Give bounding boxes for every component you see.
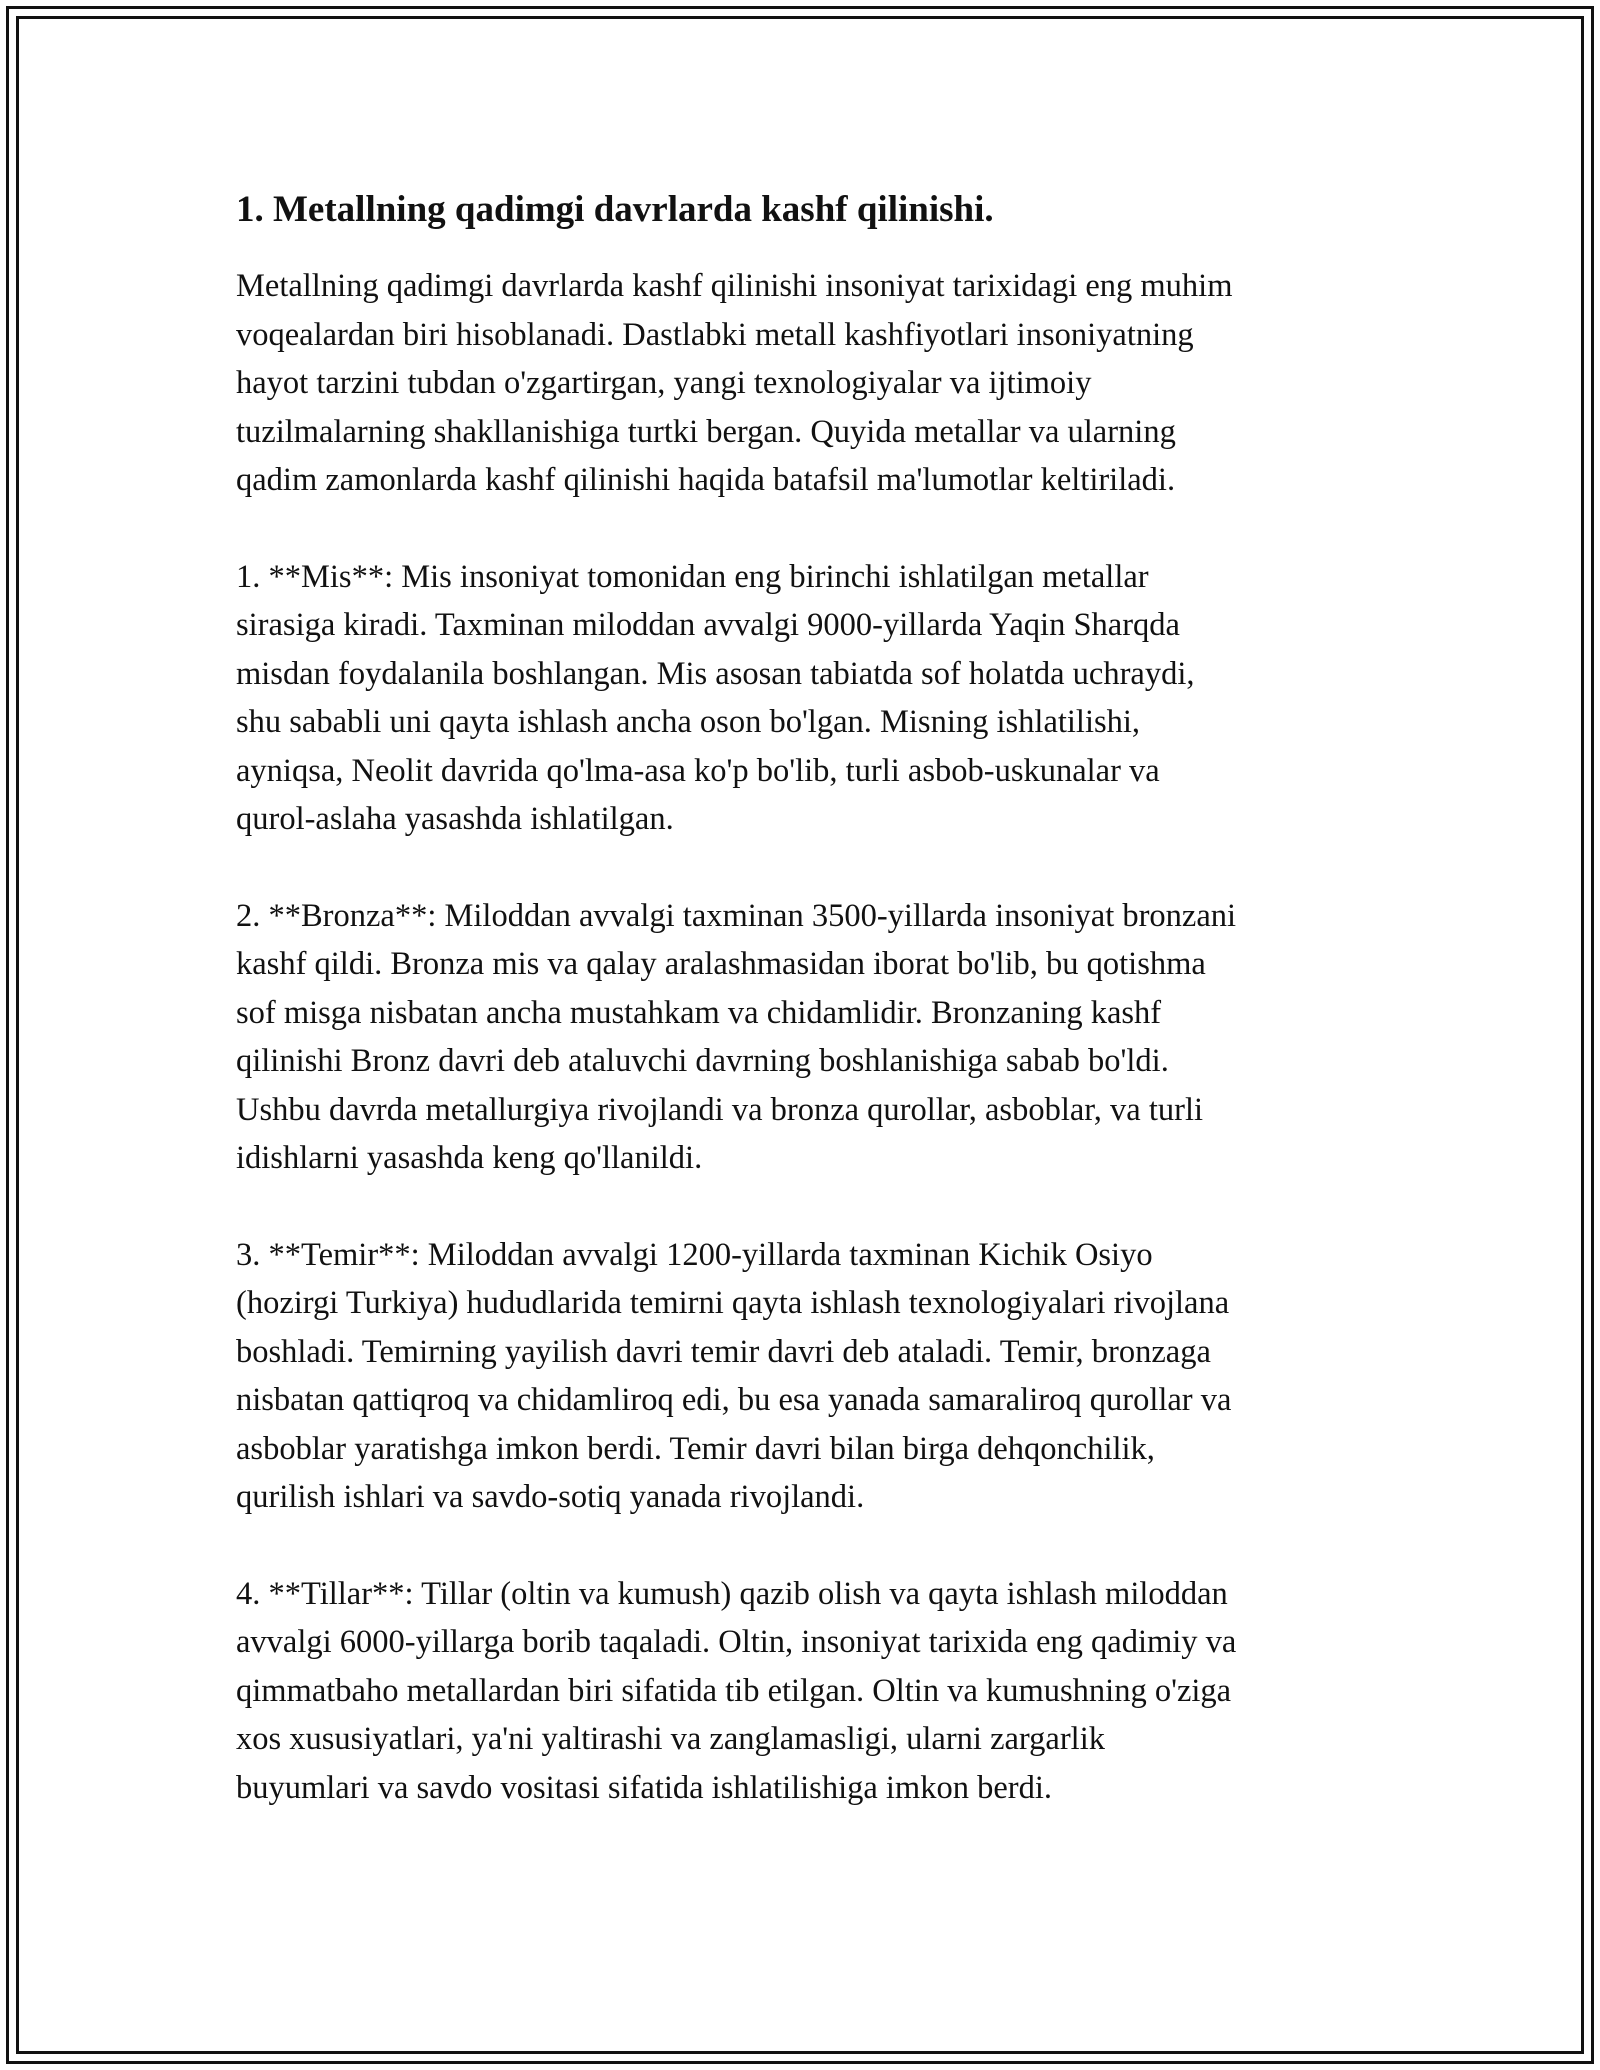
paragraph-line: shu sababli uni qayta ishlash ancha oson bo'lgan. Misning ishlatilishi, [236,704,1141,741]
bronze-paragraph [236,892,1406,1183]
paragraph-line: nisbatan qattiqroq va chidamliroq edi, bu esa yanada samaraliroq qurollar va [236,1382,1232,1419]
paragraph-line: Ushbu davrda metallurgiya rivojlandi va bronza qurollar, asboblar, va turli [236,1091,1204,1128]
paragraph-line: sirasiga kiradi. Taxminan miloddan avvalgi 9000-yillarda Yaqin Sharqda [236,607,1180,644]
paragraph-line: asboblar yaratishga imkon berdi. Temir davri bilan birga dehqonchilik, [236,1430,1155,1467]
copper-paragraph [236,553,1406,844]
paragraph-line: 2. **Bronza**: Miloddan avvalgi taxminan 3500-yillarda insoniyat bronzani [236,897,1237,934]
paragraph-line: Metallning qadimgi davrlarda kashf qilinishi insoniyat tarixidagi eng muhim [236,268,1233,305]
paragraph-line: hayot tarzini tubdan o'zgartirgan, yangi texnologiyalar va ijtimoiy [236,365,1092,402]
paragraph-line: kashf qildi. Bronza mis va qalay aralashmasidan iborat bo'lib, bu qotishma [236,946,1206,983]
paragraph-line: buyumlari va savdo vositasi sifatida ishlatilishiga imkon berdi. [236,1769,1052,1806]
iron-paragraph [236,1231,1406,1522]
paragraph-line: (hozirgi Turkiya) hududlarida temirni qayta ishlash texnologiyalari rivojlana [236,1285,1230,1322]
paragraph-line: ayniqsa, Neolit davrida qo'lma-asa ko'p bo'lib, turli asbob-uskunalar va [236,752,1160,789]
paragraph-line: tuzilmalarning shakllanishiga turtki bergan. Quyida metallar va ularning [236,413,1176,450]
paragraph-line: voqealardan biri hisoblanadi. Dastlabki metall kashfiyotlari insoniyatning [236,316,1194,353]
paragraph-line: 4. **Tillar**: Tillar (oltin va kumush) qazib olish va qayta ishlash miloddan [236,1575,1228,1612]
document-body [236,186,1406,1860]
document-title: 1. Metallning qadimgi davrlarda kashf qilinishi. [236,189,994,230]
paragraph-line: 1. **Mis**: Mis insoniyat tomonidan eng birinchi ishlatilgan metallar [236,558,1149,595]
paragraph-line: qurilish ishlari va savdo-sotiq yanada rivojlandi. [236,1479,865,1516]
paragraph-line: boshladi. Temirning yayilish davri temir davri deb ataladi. Temir, bronzaga [236,1333,1211,1370]
paragraph-line: 3. **Temir**: Miloddan avvalgi 1200-yillarda taxminan Kichik Osiyo [236,1236,1153,1273]
paragraph-line: misdan foydalanila boshlangan. Mis asosan tabiatda sof holatda uchraydi, [236,655,1195,692]
paragraph-line: qilinishi Bronz davri deb ataluvchi davrning boshlanishiga sabab bo'ldi. [236,1043,1169,1080]
intro-paragraph [236,262,1406,505]
paragraph-line: avvalgi 6000-yillarga borib taqaladi. Oltin, insoniyat tarixida eng qadimiy va [236,1624,1237,1661]
paragraph-line: qimmatbaho metallardan biri sifatida tib etilgan. Oltin va kumushning o'ziga [236,1672,1232,1709]
paragraph-line: sof misga nisbatan ancha mustahkam va chidamlidir. Bronzaning kashf [236,994,1162,1031]
paragraph-line: qadim zamonlarda kashf qilinishi haqida batafsil ma'lumotlar keltiriladi. [236,462,1176,499]
precious-metals-paragraph [236,1570,1406,1813]
paragraph-line: xos xususiyatlari, ya'ni yaltirashi va zanglamasligi, ularni zargarlik [236,1721,1105,1758]
paragraph-line: qurol-aslaha yasashda ishlatilgan. [236,801,674,838]
paragraph-line: idishlarni yasashda keng qo'llanildi. [236,1140,703,1177]
